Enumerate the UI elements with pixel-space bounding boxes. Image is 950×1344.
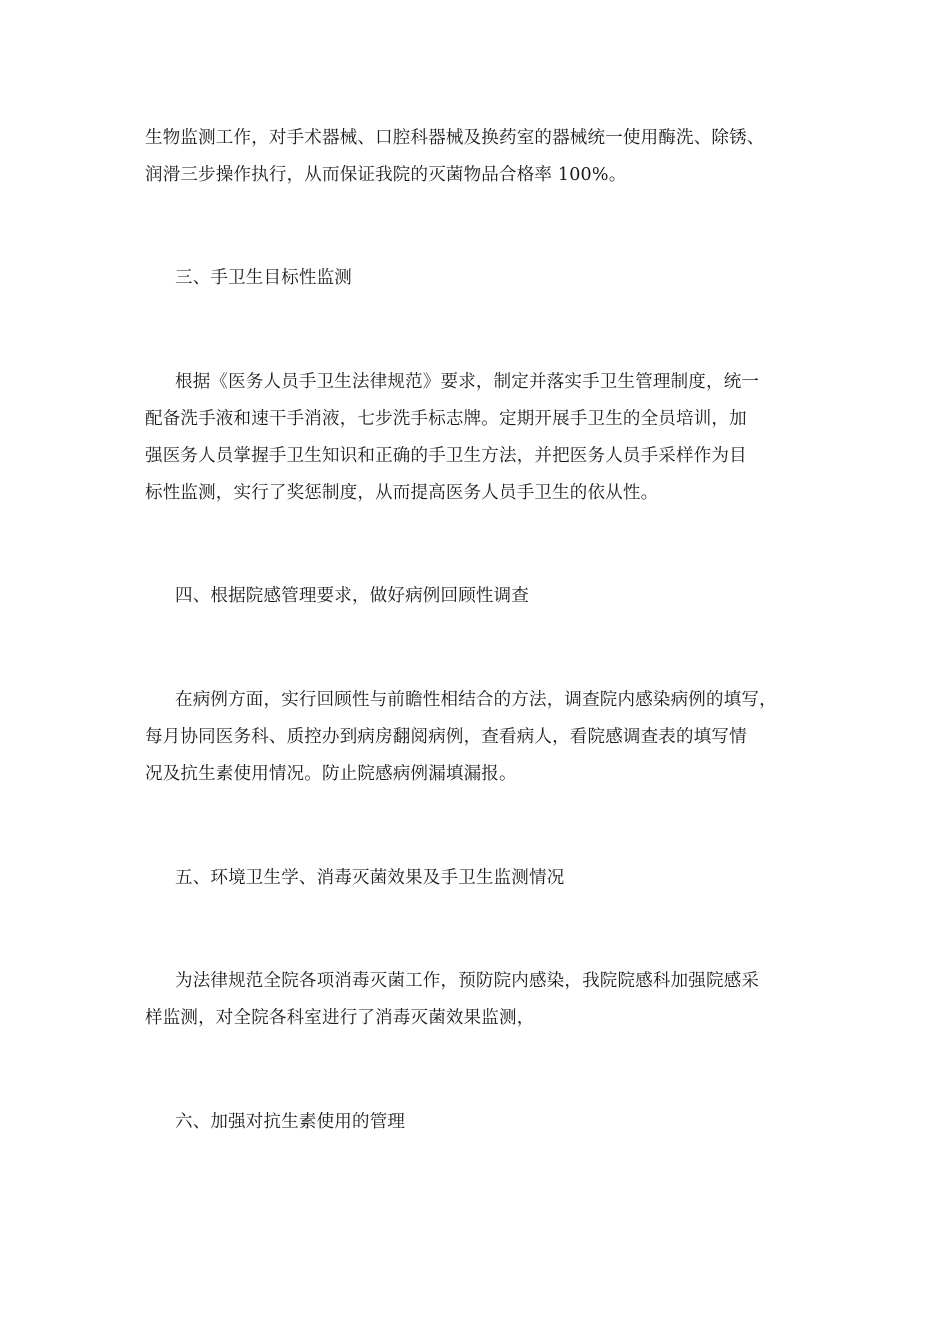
- paragraph-line: 每月协同医务科、质控办到病房翻阅病例，查看病人，看院感调查表的填写情: [145, 727, 747, 747]
- paragraph-line: 标性监测，实行了奖惩制度，从而提高医务人员手卫生的依从性。: [145, 483, 659, 503]
- paragraph-line: 润滑三步操作执行，从而保证我院的灭菌物品合格率 100%。: [145, 165, 627, 185]
- paragraph-line: 在病例方面，实行回顾性与前瞻性相结合的方法，调查院内感染病例的填写，: [175, 690, 777, 710]
- paragraph-line: 强医务人员掌握手卫生知识和正确的手卫生方法，并把医务人员手采样作为目: [145, 446, 747, 466]
- paragraph-line: 配备洗手液和速干手消液，七步洗手标志牌。定期开展手卫生的全员培训，加: [145, 409, 747, 429]
- section-heading-5: 五、环境卫生学、消毒灭菌效果及手卫生监测情况: [175, 868, 565, 888]
- paragraph-line: 根据《医务人员手卫生法律规范》要求，制定并落实手卫生管理制度，统一: [175, 372, 760, 392]
- section-heading-6: 六、加强对抗生素使用的管理: [175, 1112, 406, 1132]
- paragraph-line: 况及抗生素使用情况。防止院感病例漏填漏报。: [145, 764, 517, 784]
- paragraph-line: 生物监测工作，对手术器械、口腔科器械及换药室的器械统一使用酶洗、除锈、: [145, 128, 765, 148]
- section-heading-3: 三、手卫生目标性监测: [175, 268, 352, 288]
- section-heading-4: 四、根据院感管理要求，做好病例回顾性调查: [175, 586, 529, 606]
- paragraph-line: 样监测，对全院各科室进行了消毒灭菌效果监测，: [145, 1008, 535, 1028]
- paragraph-line: 为法律规范全院各项消毒灭菌工作，预防院内感染，我院院感科加强院感采: [175, 971, 760, 991]
